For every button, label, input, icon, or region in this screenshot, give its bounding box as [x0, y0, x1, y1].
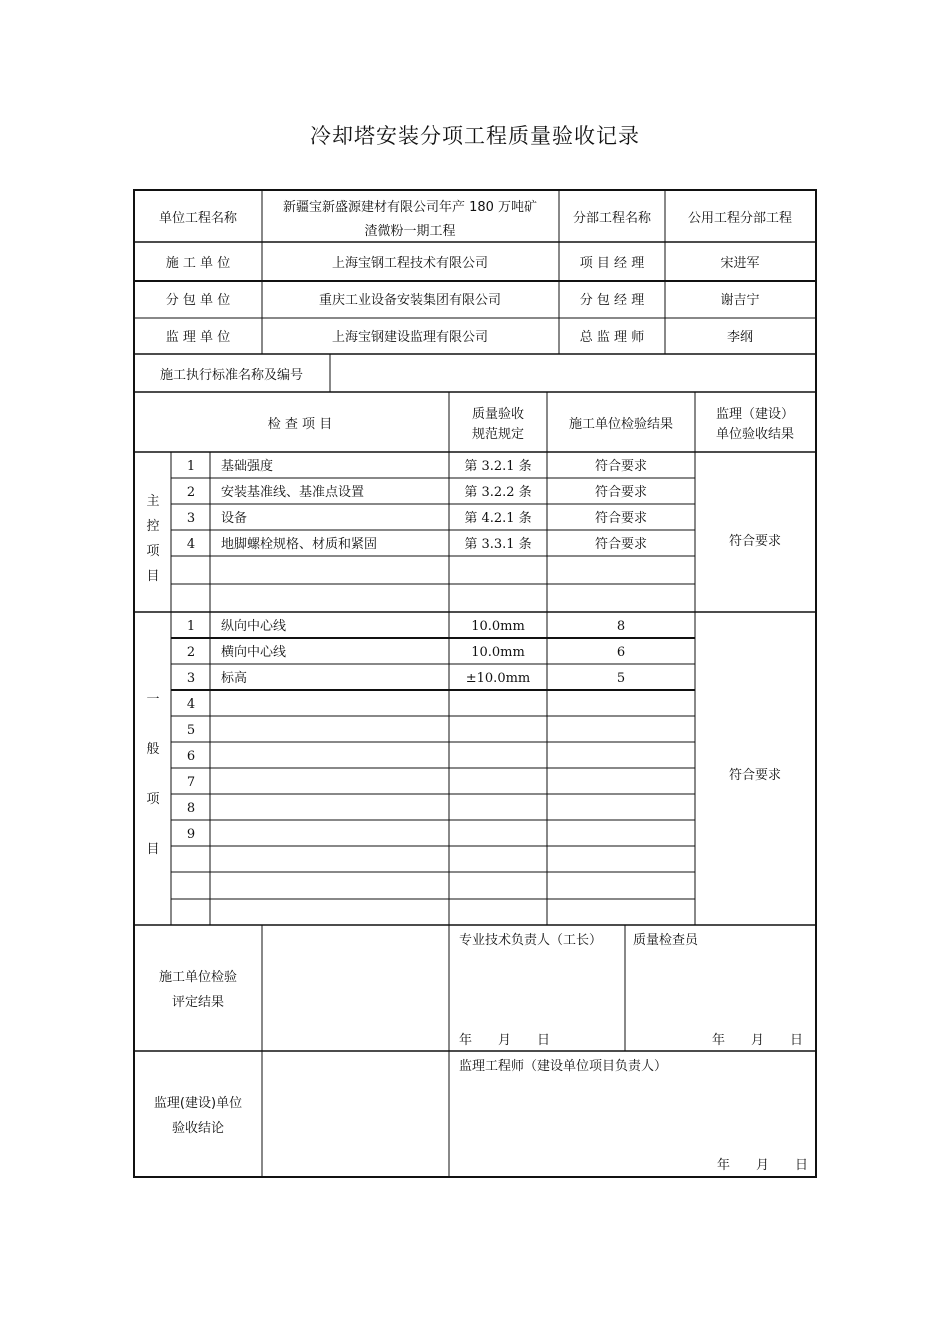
supervisor-conclusion-label-line2: 验收结论 [171, 1121, 225, 1136]
table-row-number: 4 [186, 537, 196, 552]
subcontractor-value: 重庆工业设备安装集团有限公司 [318, 293, 502, 308]
tech-lead-label: 专业技术负责人（工长） [459, 933, 603, 948]
tech-lead-date: 年 月 日 [459, 1033, 551, 1048]
unit-project-label: 单位工程名称 [158, 211, 238, 226]
general-section-label-char: 目 [146, 842, 160, 857]
table-row-number: 3 [186, 671, 196, 686]
table-row-spec: 10.0mm [471, 619, 525, 634]
table-row-number: 2 [186, 645, 196, 660]
table-row-item: 地脚螺栓规格、材质和紧固 [221, 537, 378, 552]
main-section-label-char: 控 [146, 519, 160, 534]
table-row-result: 6 [616, 645, 626, 660]
table-row-spec: 10.0mm [471, 645, 525, 660]
sub-manager-label: 分 包 经 理 [579, 293, 645, 308]
table-row-number: 8 [186, 801, 196, 816]
qc-inspector-date: 年 月 日 [712, 1033, 804, 1048]
table-row-number: 3 [186, 511, 196, 526]
document-title: 冷却塔安装分项工程质量验收记录 [310, 124, 640, 148]
table-row-number: 6 [186, 749, 196, 764]
qc-inspector-label: 质量检查员 [633, 933, 699, 948]
general-section-supervisor-result: 符合要求 [728, 768, 782, 783]
standard-label: 施工执行标准名称及编号 [160, 368, 304, 383]
table-row-spec: 第 3.2.2 条 [464, 485, 532, 500]
sub-project-label: 分部工程名称 [572, 211, 652, 226]
table-row-result: 8 [616, 619, 626, 634]
table-row-result: 符合要求 [594, 511, 648, 526]
unit-project-value-line2: 渣微粉一期工程 [364, 224, 456, 239]
sub-manager-value: 谢吉宁 [720, 293, 760, 308]
col-check-item: 检 查 项 目 [267, 417, 333, 432]
main-section-label-char: 目 [146, 569, 160, 584]
contractor-eval-label-line1: 施工单位检验 [158, 970, 238, 985]
construction-unit-value: 上海宝钢工程技术有限公司 [331, 256, 489, 271]
table-row-number: 9 [186, 827, 196, 842]
table-row-number: 7 [186, 775, 196, 790]
general-section-label-char: 一 [146, 692, 160, 707]
supervisor-conclusion-label-line1: 监理(建设)单位 [153, 1096, 243, 1111]
table-row-item: 纵向中心线 [221, 619, 287, 634]
unit-project-value-line1: 新疆宝新盛源建材有限公司年产 180 万吨矿 [282, 200, 538, 215]
supervisor-engineer-label: 监理工程师（建设单位项目负责人） [459, 1059, 668, 1074]
supervision-unit-value: 上海宝钢建设监理有限公司 [331, 330, 489, 345]
subcontractor-label: 分 包 单 位 [165, 293, 231, 308]
table-row-spec: 第 3.2.1 条 [464, 459, 532, 474]
supervisor-date: 年 月 日 [717, 1158, 809, 1173]
col-contractor-result: 施工单位检验结果 [568, 417, 674, 432]
table-row-number: 1 [186, 459, 196, 474]
col-spec-line1: 质量验收 [471, 407, 525, 422]
construction-unit-label: 施 工 单 位 [165, 256, 231, 271]
contractor-eval-label-line2: 评定结果 [171, 995, 225, 1010]
col-spec-line2: 规范规定 [471, 427, 525, 442]
main-section-label-char: 项 [146, 544, 160, 559]
chief-supervisor-label: 总 监 理 师 [579, 330, 645, 345]
table-row-result: 符合要求 [594, 485, 648, 500]
project-manager-label: 项 目 经 理 [579, 256, 645, 271]
col-supervisor-line1: 监理（建设） [715, 407, 795, 422]
table-row-number: 2 [186, 485, 196, 500]
table-row-spec: 第 4.2.1 条 [464, 511, 532, 526]
general-section-label-char: 般 [146, 742, 160, 757]
main-section-label-char: 主 [146, 494, 160, 509]
table-row-number: 1 [186, 619, 196, 634]
project-manager-value: 宋进军 [720, 256, 760, 271]
supervision-unit-label: 监 理 单 位 [165, 330, 231, 345]
table-row-result: 符合要求 [594, 537, 648, 552]
main-section-supervisor-result: 符合要求 [728, 534, 782, 549]
table-row-result: 符合要求 [594, 459, 648, 474]
table-row-spec: ±10.0mm [465, 671, 531, 686]
sub-project-value: 公用工程分部工程 [687, 211, 793, 226]
table-row-number: 4 [186, 697, 196, 712]
table-row-number: 5 [186, 723, 196, 738]
general-section-label-char: 项 [146, 792, 160, 807]
table-row-item: 基础强度 [221, 459, 274, 474]
table-row-item: 安装基准线、基准点设置 [221, 485, 365, 500]
table-row-item: 标高 [221, 671, 248, 686]
table-row-spec: 第 3.3.1 条 [464, 537, 532, 552]
chief-supervisor-value: 李纲 [726, 330, 754, 345]
table-row-item: 横向中心线 [221, 645, 287, 660]
col-supervisor-line2: 单位验收结果 [715, 427, 795, 442]
table-row-result: 5 [616, 671, 626, 686]
table-row-item: 设备 [221, 511, 248, 526]
